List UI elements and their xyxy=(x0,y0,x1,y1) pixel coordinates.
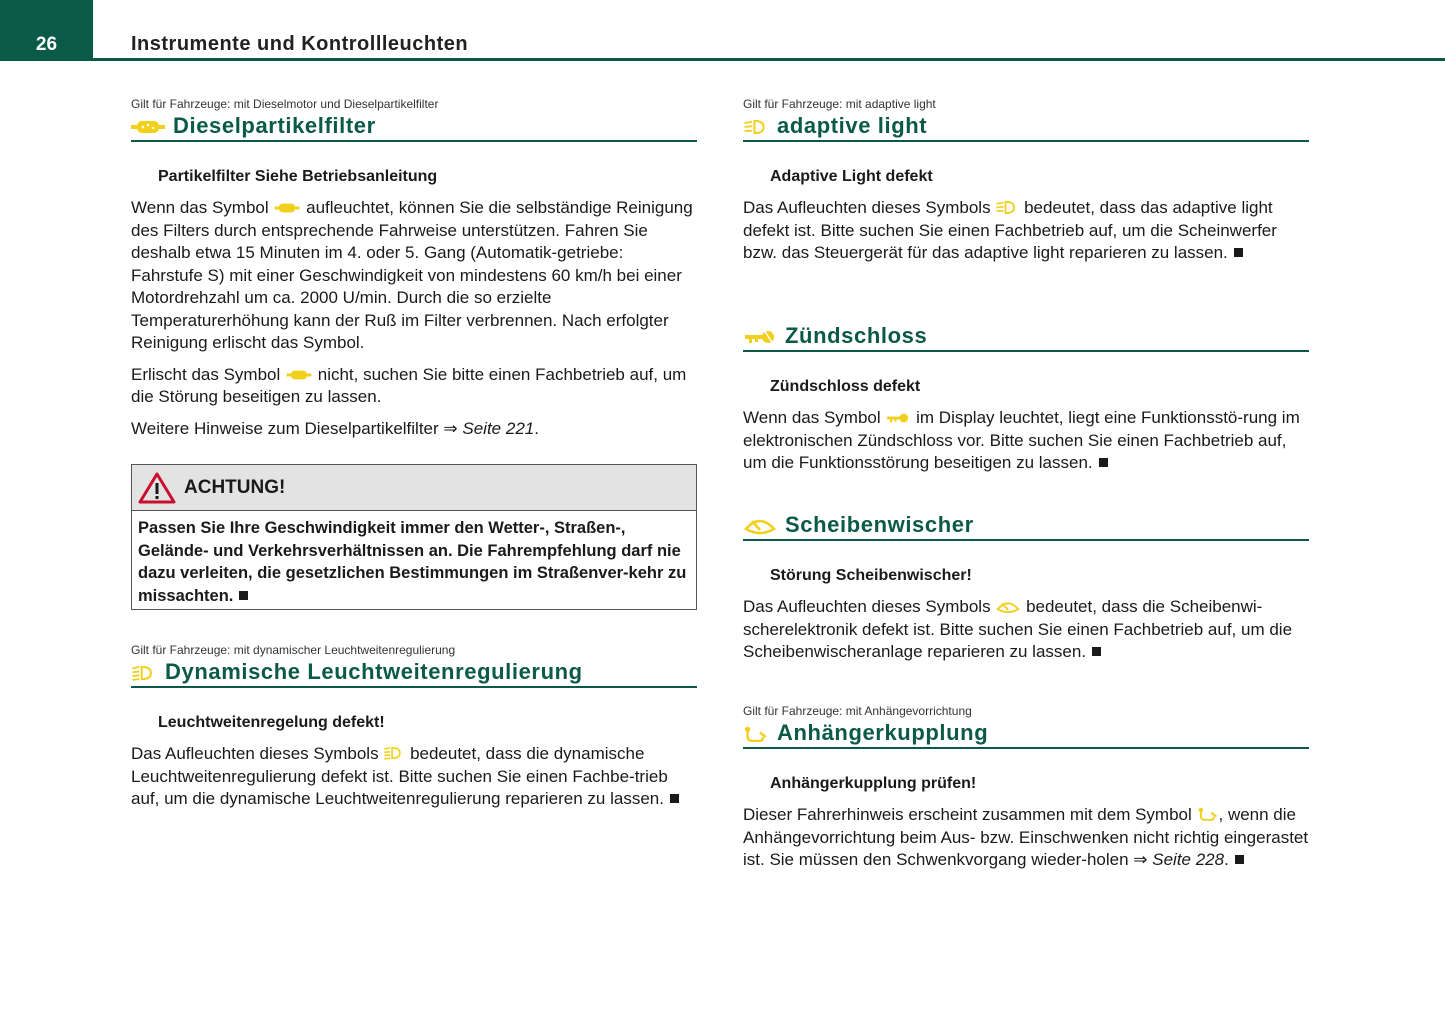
section-leuchtweitenregulierung xyxy=(131,642,697,820)
paragraph xyxy=(743,407,1309,475)
warning-triangle-icon xyxy=(138,472,176,504)
section-heading xyxy=(743,322,1309,352)
section-body xyxy=(743,407,1309,475)
text-run: . xyxy=(534,418,539,438)
text-run: Erlischt das Symbol xyxy=(131,364,281,384)
paragraph xyxy=(131,743,697,811)
subheading: Störung Scheibenwischer! xyxy=(770,567,972,584)
text-run: bedeutet, dass die Scheibenwi-scherelektronik defekt ist. Bitte suchen Sie einen Fachbetrieb auf, um die Scheibenwischeranlage reparieren zu lassen. xyxy=(743,597,1293,661)
header-rule xyxy=(93,58,1445,61)
end-marker xyxy=(1235,855,1244,864)
section-body xyxy=(743,804,1309,872)
end-marker xyxy=(1092,647,1101,656)
section-title: Dynamische Leuchtweitenregulierung xyxy=(165,659,583,684)
page-reference[interactable]: Seite 221 xyxy=(462,418,535,438)
text-run: im Display leuchtet, liegt eine Funktionsstö-rung im elektronischen Zündschloss vor. Bitte suchen Sie einen Fachbetrieb auf, um die Funktionsstörung beseitigen zu lassen. xyxy=(743,408,1300,472)
section-title: Anhängerkupplung xyxy=(777,720,989,745)
section-dieselpartikelfilter xyxy=(131,96,697,610)
paragraph xyxy=(131,418,697,441)
applies-note: Gilt für Fahrzeuge: mit Anhängevorrichtung xyxy=(743,704,972,718)
wiper-icon xyxy=(743,515,777,537)
text-run: Wenn das Symbol xyxy=(131,198,269,217)
subheading: Zündschloss defekt xyxy=(770,378,921,395)
section-heading xyxy=(743,112,1309,142)
text-run: Das Aufleuchten dieses Symbols xyxy=(743,198,991,217)
section-title: Scheibenwischer xyxy=(785,512,974,537)
diesel-filter-icon xyxy=(285,367,313,383)
end-marker xyxy=(239,591,248,600)
ignition-key-icon xyxy=(885,410,911,426)
section-heading xyxy=(743,511,1309,541)
paragraph xyxy=(743,596,1309,664)
subheading: Anhängerkupplung prüfen! xyxy=(770,775,977,792)
section-heading xyxy=(743,719,1309,749)
trailer-hitch-icon xyxy=(743,723,769,745)
text-run: Wenn das Symbol xyxy=(743,408,881,427)
section-body xyxy=(131,743,697,811)
end-marker xyxy=(670,794,679,803)
trailer-hitch-icon xyxy=(1197,805,1219,823)
warning-header xyxy=(132,465,696,511)
end-marker xyxy=(1099,458,1108,467)
text-run: . xyxy=(1224,850,1229,869)
section-title: Zündschloss xyxy=(785,323,928,348)
warning-text xyxy=(132,511,696,609)
section-body xyxy=(131,197,697,440)
subheading: Adaptive Light defekt xyxy=(770,168,933,185)
section-title: Dieselpartikelfilter xyxy=(173,113,376,138)
paragraph xyxy=(131,364,697,409)
section-heading xyxy=(131,658,697,688)
paragraph xyxy=(131,197,697,355)
section-title: adaptive light xyxy=(777,113,928,138)
subheading: Partikelfilter Siehe Betriebsanleitung xyxy=(158,168,438,185)
adaptive-light-icon xyxy=(995,199,1019,216)
end-marker xyxy=(1234,248,1243,257)
applies-note: Gilt für Fahrzeuge: mit dynamischer Leuchtweitenregulierung xyxy=(131,643,456,657)
applies-note: Gilt für Fahrzeuge: mit Dieselmotor und Dieselpartikelfilter xyxy=(131,97,439,111)
warning-title: ACHTUNG! xyxy=(184,476,286,498)
section-body xyxy=(743,596,1309,664)
section-heading xyxy=(131,112,697,142)
page-number: 26 xyxy=(35,34,58,55)
paragraph xyxy=(743,197,1309,265)
text-run: bedeutet, dass die dynamische Leuchtweitenregulierung defekt ist. Bitte suchen Sie einen Fachbe-trieb auf, um die dynamische Leuchtweitenregulierung reparieren zu lassen. xyxy=(131,744,668,808)
subheading: Leuchtweitenregelung defekt! xyxy=(158,714,385,731)
wiper-icon xyxy=(995,599,1021,615)
headlight-range-icon xyxy=(383,744,405,762)
warning-box xyxy=(131,464,697,610)
text-run: Dieser Fahrerhinweis erscheint zusammen mit dem Symbol xyxy=(743,805,1192,824)
section-body xyxy=(743,197,1309,265)
chapter-title: Instrumente und Kontrollleuchten xyxy=(131,33,469,55)
adaptive-light-icon xyxy=(743,116,769,138)
text-run: Das Aufleuchten dieses Symbols xyxy=(131,744,379,763)
headlight-range-icon xyxy=(131,662,157,684)
section-anhaengerkupplung xyxy=(743,703,1309,881)
section-adaptive-light xyxy=(743,96,1309,274)
ignition-key-icon xyxy=(743,326,777,348)
applies-note: Gilt für Fahrzeuge: mit adaptive light xyxy=(743,97,936,111)
diesel-filter-icon xyxy=(131,116,165,138)
text-run: aufleuchtet, können Sie die selbständige Reinigung des Filters durch entsprechende Fahrweise unterstützen. Fahren Sie deshalb etwa 15 Minuten im 4. oder 5. Gang (Automatik-getriebe: Fahrstufe S) mit einer Geschwindigkeit von mindestens 60 km/h bei einer Motordrehzahl um ca. 2000 U/min. Durch die so erzielte Temperaturerhöhung kann der Ruß im Filter verbrennen. Nach erfolgter Reinigung erlischt das Symbol. xyxy=(131,198,693,352)
paragraph xyxy=(743,804,1309,872)
section-scheibenwischer xyxy=(743,511,1309,673)
diesel-filter-icon xyxy=(273,200,301,216)
text-run: , wenn die Anhängevorrichtung beim Aus- bzw. Einschwenken nicht richtig eingerastet ist. Sie müssen den Schwenkvorgang wieder-holen ⇒ xyxy=(743,805,1309,869)
text-run: Weitere Hinweise zum Dieselpartikelfilter ⇒ xyxy=(131,418,458,438)
section-zuendschloss xyxy=(743,322,1309,484)
text-run: Passen Sie Ihre Geschwindigkeit immer den Wetter-, Straßen-, Gelände- und Verkehrsverhältnissen an. Die Fahrempfehlung darf nie dazu verleiten, die gesetzlichen Bestimmungen im Straßenver-kehr zu missachten. xyxy=(138,519,687,605)
text-run: Das Aufleuchten dieses Symbols xyxy=(743,597,991,616)
page-reference[interactable]: Seite 228 xyxy=(1152,850,1225,869)
text-run: nicht, suchen Sie bitte einen Fachbetrieb auf, um die Störung beseitigen zu lassen. xyxy=(131,364,687,406)
text-run: bedeutet, dass das adaptive light defekt ist. Bitte suchen Sie einen Fachbetrieb auf, um die Scheinwerfer bzw. das Steuergerät für das adaptive light reparieren zu lassen. xyxy=(743,198,1277,262)
